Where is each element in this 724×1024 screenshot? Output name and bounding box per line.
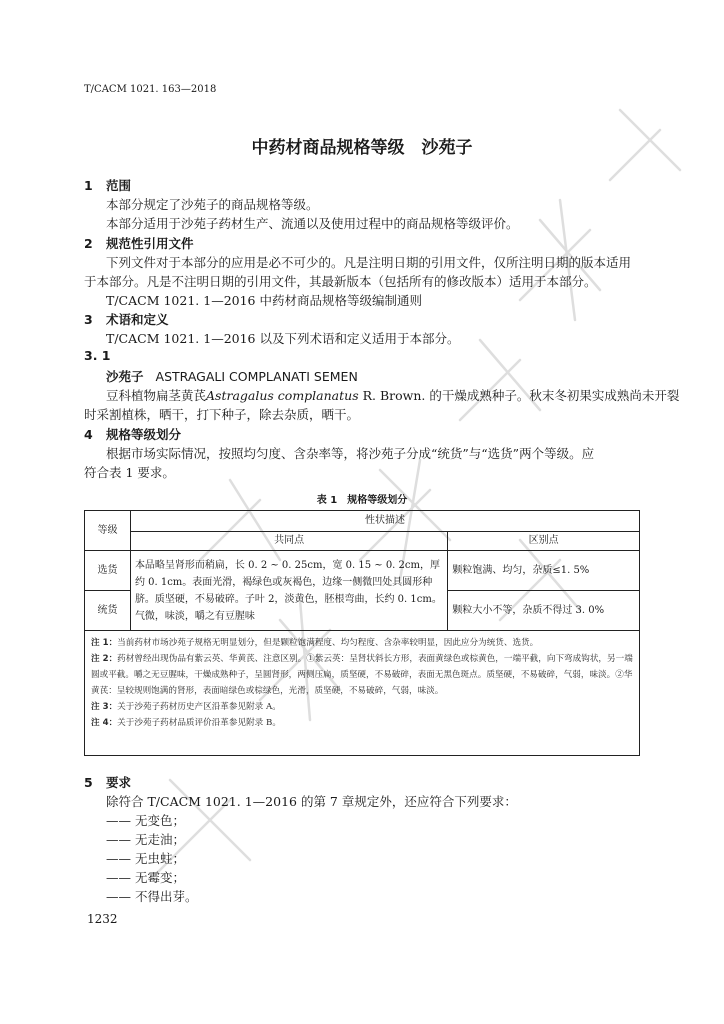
section-heading-4: [84, 425, 181, 443]
list-item: —— 无霉变；: [106, 870, 185, 885]
note-text: 当前药材市场沙苑子规格无明显划分，但是颗粒饱满程度、均匀程度、含杂率较明显，因此应分为统货、选货。: [117, 638, 539, 648]
definition: 时采割植株，晒干，打下种子，除去杂质，晒干。: [84, 407, 360, 422]
list-item: —— 无走油；: [106, 832, 185, 847]
note-text: 关于沙苑子药材历史产区沿革参见附录 A。: [117, 702, 281, 712]
page-number: 1232: [87, 912, 118, 926]
section-number: 3: [84, 312, 93, 327]
section-number: 5: [84, 775, 93, 790]
list-item: —— 不得出芽。: [106, 889, 198, 904]
table-caption: 表 1 规格等级划分: [316, 495, 408, 506]
table-notes: [84, 631, 640, 756]
grade-selected: 选货: [85, 551, 131, 591]
difference-bulk: 颗粒大小不等，杂质不得过 3. 0%: [448, 591, 640, 631]
section-title: 规范性引用文件: [106, 236, 194, 251]
term-latin: ASTRAGALI COMPLANATI SEMEN: [155, 369, 358, 384]
note-label: 注 1：: [91, 638, 118, 648]
header-traits: 性状描述: [130, 511, 639, 532]
paragraph: 除符合 T/CACM 1021. 1—2016 的第 7 章规定外，还应符合下列要求：: [106, 794, 517, 809]
paragraph: 于本部分。凡是不注明日期的引用文件，其最新版本（包括所有的修改版本）适用于本部分。: [84, 274, 597, 289]
section-title: 术语和定义: [106, 312, 169, 327]
section-title: 规格等级划分: [106, 427, 182, 442]
grade-bulk: 统货: [85, 591, 131, 631]
common-description: 本品略呈肾形而稍扁，长 0. 2 ~ 0. 25cm，宽 0. 15 ~ 0. 2cm，厚约 0. 1cm。表面光滑，褐绿色或灰褐色，边缘一侧微凹处具圆形种脐。质坚硬，不易破碎。子叶 2，淡黄色，胚根弯曲，长约 0. 1cm。气微，味淡，嚼之有豆腥味: [130, 551, 447, 631]
note-item: [91, 651, 633, 699]
paragraph: 下列文件对于本部分的应用是必不可少的。凡是注明日期的引用文件，仅所注明日期的版本适用: [106, 255, 632, 270]
section-heading-5: [84, 773, 131, 791]
grade-table: [84, 510, 640, 631]
difference-selected: 颗粒饱满、均匀，杂质≤1. 5%: [448, 551, 640, 591]
section-number: 4: [84, 427, 93, 442]
document-code: T/CACM 1021. 163—2018: [84, 84, 217, 95]
section-heading-3: [84, 310, 169, 328]
term: [106, 367, 358, 385]
section-heading-2: [84, 234, 194, 252]
term-chinese: 沙苑子: [106, 369, 144, 384]
section-number: 2: [84, 236, 93, 251]
header-difference: 区别点: [448, 532, 640, 551]
definition: [106, 386, 679, 404]
definition-text: R. Brown. 的干燥成熟种子。秋末冬初果实成熟尚未开裂: [358, 388, 680, 403]
section-number: 1: [84, 178, 93, 193]
document-title: 中药材商品规格等级 沙苑子: [251, 138, 473, 158]
section-heading-1: [84, 176, 131, 194]
note-label: 注 4：: [91, 718, 118, 728]
section-title: 范围: [106, 178, 132, 193]
list-item: —— 无变色；: [106, 813, 185, 828]
list-item: —— 无虫蛀；: [106, 851, 185, 866]
note-text: 药材曾经出现伪品有紫云英、华黄芪、注意区别。①紫云英：呈肾状斜长方形，表面黄绿色或棕黄色，一端平截，向下弯成钩状，另一端圆或平截。嚼之无豆腥味，干燥成熟种子，呈圆肾形，两侧压扁，质坚硬，不易破碎，表面无黑色斑点。质坚硬，不易破碎，气弱，味淡。②华黄芪：呈较规则饱满的肾形，表面暗绿色或棕绿色，光滑，质坚硬，不易破碎，气弱，味淡。: [91, 654, 633, 696]
note-item: [91, 635, 633, 651]
note-label: 注 3：: [91, 702, 118, 712]
paragraph: 符合表 1 要求。: [84, 465, 175, 480]
definition-text: 豆科植物扁茎黄芪: [106, 388, 207, 403]
header-grade: 等级: [85, 511, 131, 551]
latin-name: Astragalus complanatus: [206, 388, 359, 403]
note-label: 注 2：: [91, 654, 118, 664]
paragraph: 根据市场实际情况，按照均匀度、含杂率等，将沙苑子分成“统货”与“选货”两个等级。应: [106, 446, 595, 461]
section-title: 要求: [106, 775, 132, 790]
paragraph: T/CACM 1021. 1—2016 以及下列术语和定义适用于本部分。: [106, 331, 460, 346]
paragraph: 本部分适用于沙苑子药材生产、流通以及使用过程中的商品规格等级评价。: [106, 216, 519, 231]
note-text: 关于沙苑子药材品质评价沿革参见附录 B。: [117, 718, 281, 728]
paragraph: 本部分规定了沙苑子的商品规格等级。: [106, 197, 319, 212]
header-common: 共同点: [130, 532, 447, 551]
subsection-number: 3. 1: [84, 348, 111, 363]
note-item: [91, 715, 633, 731]
reference: T/CACM 1021. 1—2016 中药材商品规格等级编制通则: [106, 293, 422, 308]
note-item: [91, 699, 633, 715]
